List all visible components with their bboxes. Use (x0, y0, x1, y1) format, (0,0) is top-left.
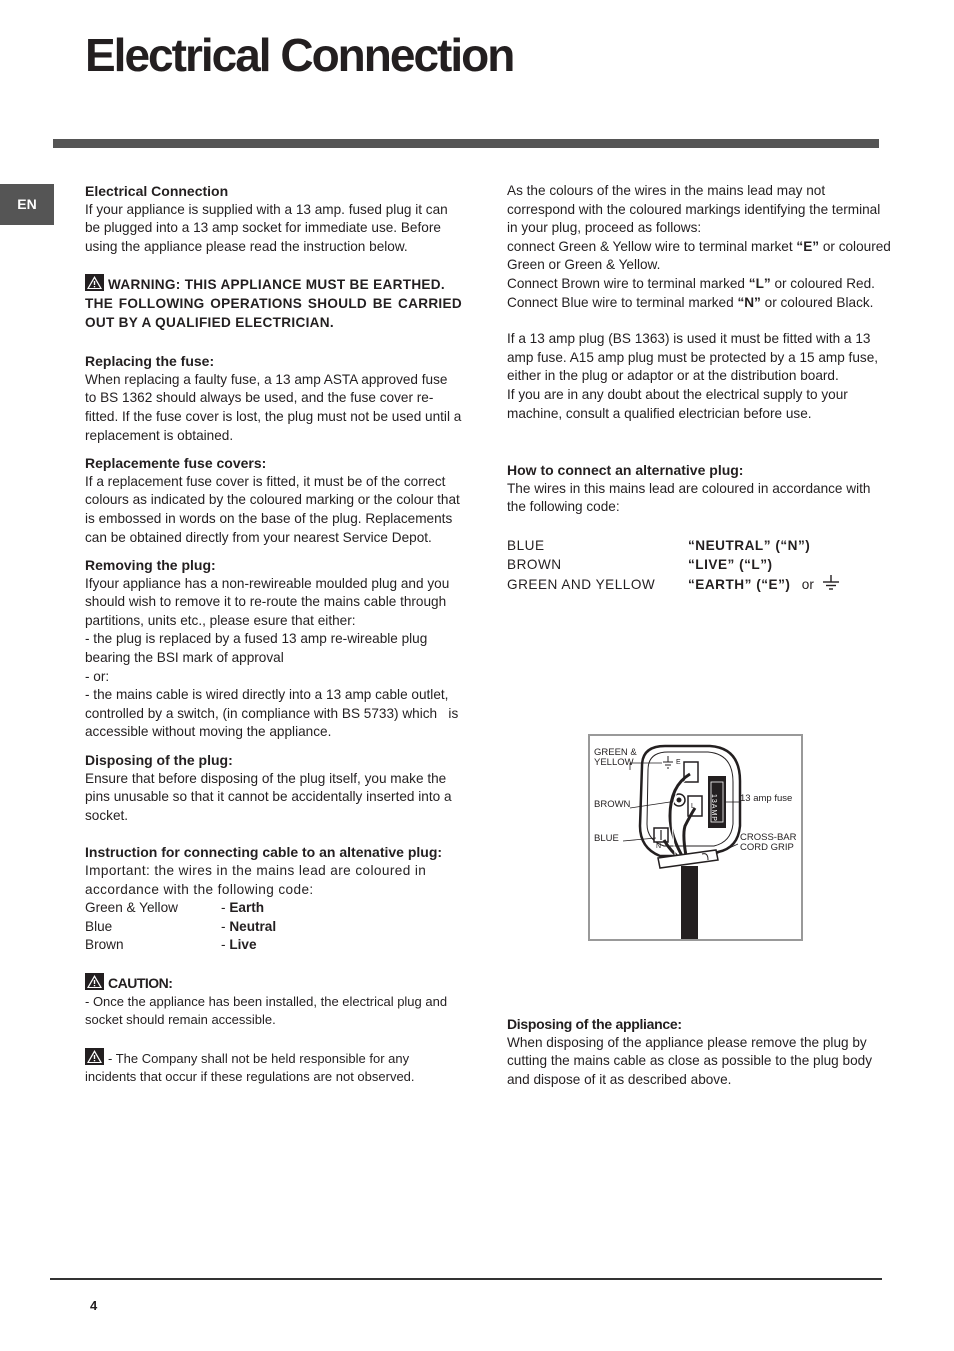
page-number: 4 (90, 1298, 98, 1313)
section-heading: How to connect an alternative plug: (507, 462, 744, 479)
fuse-marking: 13AMP (710, 794, 717, 822)
paragraph: When disposing of the appliance please remove the plug by cutting the mains cable as close as possible to the plug body and dispose of it as described above. (507, 1034, 872, 1087)
language-tab: EN (0, 184, 54, 225)
left-column (85, 182, 462, 1087)
warning-icon (85, 973, 104, 990)
paragraph: - or: (85, 668, 110, 684)
paragraph: If a replacement fuse cover is fitted, it must be of the correct colours as indicated by the coloured marking or the colour that is embossed in words on the base of the plug. Replacements can be obtained directly from your nearest Service Depot. (85, 473, 460, 545)
label-fuse: 13 amp fuse (740, 793, 793, 804)
earth-symbol-icon (821, 575, 841, 591)
paragraph: - The Company shall not be held responsible for any incidents that occur if these regulations are not observed. (85, 1048, 462, 1087)
paragraph: When replacing a faulty fuse, a 13 amp ASTA approved fuse to BS 1362 should always be used, and the fuse cover re-fitted. If the fuse cover is lost, the plug must not be used until a replacement is obtained. (85, 371, 462, 443)
terminal-e: E (676, 759, 681, 766)
wire-code-row: GREEN AND YELLOW “EARTH” (“E”) or (507, 575, 893, 595)
paragraph: Connect Blue wire to terminal marked “N” or coloured Black. (507, 294, 874, 310)
terminal-l: L (691, 803, 695, 810)
paragraph: connect Green & Yellow wire to terminal market “E” or coloured Green or Green & Yellow. (507, 238, 891, 273)
plug-wiring-diagram (588, 734, 803, 941)
paragraph: As the colours of the wires in the mains lead may not correspond with the coloured markings identifying the terminal in your plug, proceed as follows: (507, 183, 881, 236)
label-blue: BLUE (594, 833, 619, 844)
paragraph: - Once the appliance has been installed, the electrical plug and socket should remain accessible. (85, 993, 448, 1028)
label-cord-grip: CROSS-BAR CORD GRIP (740, 832, 797, 853)
caution-heading: CAUTION: (85, 973, 462, 993)
warning-icon (85, 274, 104, 291)
paragraph: Important: the wires in the mains lead are coloured in accordance with the following code: (85, 863, 427, 897)
label-green-yellow: GREEN & YELLOW (594, 747, 637, 768)
paragraph: Connect Brown wire to terminal marked “L” or coloured Red. (507, 275, 875, 291)
label-brown: BROWN (594, 799, 631, 810)
warning-electrician: THE FOLLOWING OPERATIONS SHOULD BE CARRIED OUT BY A QUALIFIED ELECTRICIAN. (85, 295, 462, 330)
paragraph: If your appliance is supplied with a 13 amp. fused plug it can be plugged into a 13 amp socket for immediate use. Before using the appliance please read the instruction below. (85, 201, 448, 254)
bottom-rule (50, 1278, 882, 1280)
wire-code-row: Blue - Neutral (85, 918, 277, 934)
section-heading: Electrical Connection (85, 183, 229, 199)
section-heading: Disposing of the appliance: (507, 1016, 682, 1032)
terminal-n: N (656, 843, 662, 850)
paragraph: - the mains cable is wired directly into a 13 amp cable outlet, controlled by a switch, (in compliance with BS 5733) which is accessible without moving the appliance. (85, 687, 463, 740)
paragraph: If a 13 amp plug (BS 1363) is used it must be fitted with a 13 amp fuse. A15 amp plug must be protected by a 15 amp fuse, either in the plug or adaptor or at the distribution board. (507, 331, 879, 384)
page-title: Electrical Connection (85, 29, 514, 81)
section-heading: Replacemente fuse covers: (85, 455, 267, 472)
section-heading: Instruction for connecting cable to an altenative plug: (85, 844, 443, 861)
paragraph: If you are in any doubt about the electrical supply to your machine, consult a qualified electrician before use. (507, 386, 848, 421)
paragraph: - the plug is replaced by a fused 13 amp re-wireable plug bearing the BSI mark of approval (85, 631, 447, 666)
top-rule (53, 139, 879, 148)
wire-code-row: Green & Yellow - Earth (85, 900, 265, 916)
paragraph: Ensure that before disposing of the plug itself, you make the pins unusable so that it cannot be accidentally inserted into a socket. (85, 770, 452, 823)
warning-earthed (85, 274, 462, 295)
wire-code-row: Brown - Live (85, 937, 257, 953)
warning-text: WARNING: THIS APPLIANCE MUST BE EARTHED. (108, 277, 445, 293)
section-heading: Removing the plug: (85, 557, 216, 574)
disposal-section (507, 1015, 893, 1089)
section-heading: Disposing of the plug: (85, 752, 233, 769)
paragraph: The wires in this mains lead are coloured in accordance with the following code: (507, 480, 871, 515)
wire-code-row: BLUE “NEUTRAL” (“N”) (507, 537, 811, 553)
warning-icon (85, 1048, 104, 1065)
wire-code-row: BROWN “LIVE” (“L”) (507, 557, 773, 573)
right-column (507, 182, 893, 594)
paragraph: Ifyour appliance has a non-rewireable moulded plug and you should wish to remove it to re-route the mains cable through partitions, units etc., please esure that either: (85, 575, 450, 628)
section-heading: Replacing the fuse: (85, 353, 215, 370)
